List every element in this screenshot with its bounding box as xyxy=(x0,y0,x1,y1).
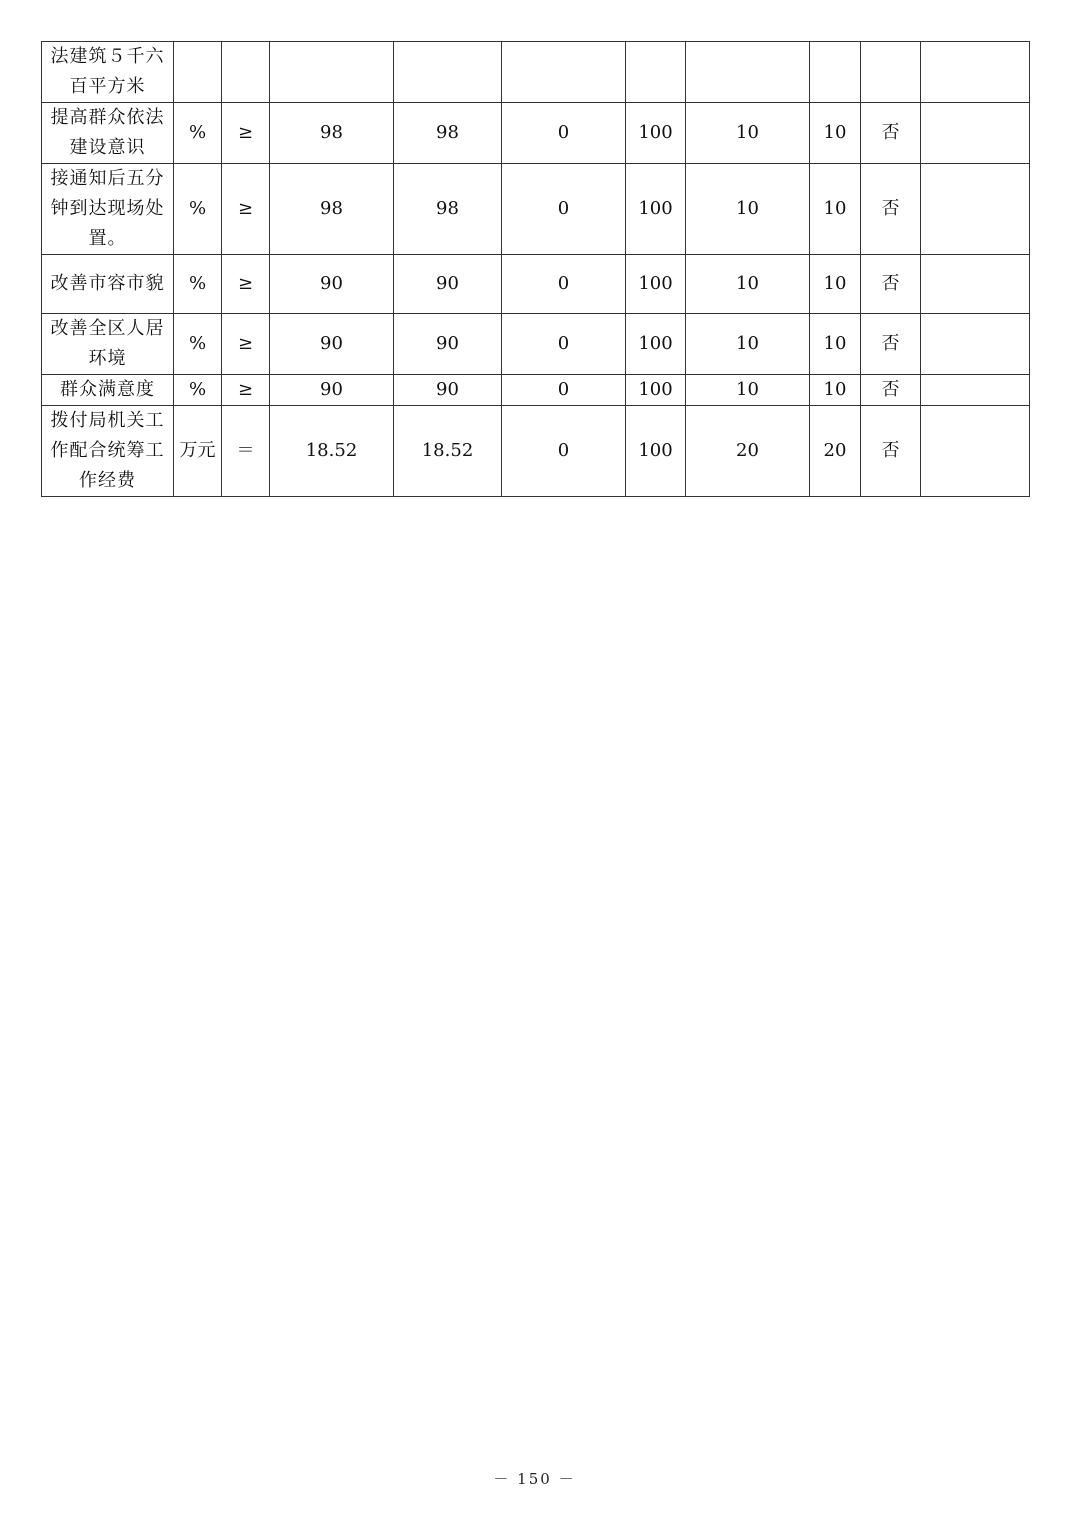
cell-unit: 万元 xyxy=(174,406,222,497)
cell-op: ≥ xyxy=(222,375,270,406)
cell-flag: 否 xyxy=(861,406,921,497)
performance-table xyxy=(41,41,1030,497)
cell-op: ＝ xyxy=(222,406,270,497)
cell-flag: 否 xyxy=(861,314,921,375)
cell-weight: 20 xyxy=(686,406,810,497)
cell-op: ≥ xyxy=(222,314,270,375)
cell-note xyxy=(921,164,1030,255)
cell-note xyxy=(921,42,1030,103)
cell-weight xyxy=(686,42,810,103)
cell-target xyxy=(270,42,394,103)
cell-unit: % xyxy=(174,164,222,255)
cell-note xyxy=(921,375,1030,406)
cell-unit: % xyxy=(174,103,222,164)
cell-weight: 10 xyxy=(686,164,810,255)
cell-op: ≥ xyxy=(222,164,270,255)
cell-unit: % xyxy=(174,375,222,406)
cell-target: 98 xyxy=(270,164,394,255)
cell-score: 10 xyxy=(810,375,861,406)
cell-weight: 10 xyxy=(686,255,810,314)
cell-rate: 100 xyxy=(626,255,686,314)
cell-name: 提高群众依法建设意识 xyxy=(42,103,174,164)
cell-note xyxy=(921,314,1030,375)
cell-rate: 100 xyxy=(626,103,686,164)
cell-target: 90 xyxy=(270,255,394,314)
table-row xyxy=(42,103,1030,164)
cell-diff: 0 xyxy=(502,406,626,497)
cell-rate: 100 xyxy=(626,406,686,497)
cell-diff: 0 xyxy=(502,375,626,406)
cell-score: 10 xyxy=(810,164,861,255)
cell-op: ≥ xyxy=(222,103,270,164)
cell-flag xyxy=(861,42,921,103)
cell-diff: 0 xyxy=(502,314,626,375)
cell-score: 10 xyxy=(810,103,861,164)
table-body xyxy=(42,42,1030,497)
cell-name: 拨付局机关工作配合统筹工作经费 xyxy=(42,406,174,497)
cell-flag: 否 xyxy=(861,375,921,406)
table-row xyxy=(42,406,1030,497)
table-row xyxy=(42,42,1030,103)
page-number: － 150 － xyxy=(493,1470,576,1488)
cell-score xyxy=(810,42,861,103)
cell-rate: 100 xyxy=(626,314,686,375)
table-row xyxy=(42,255,1030,314)
cell-actual xyxy=(394,42,502,103)
cell-target: 98 xyxy=(270,103,394,164)
table-row xyxy=(42,375,1030,406)
cell-unit xyxy=(174,42,222,103)
cell-op: ≥ xyxy=(222,255,270,314)
cell-weight: 10 xyxy=(686,314,810,375)
cell-flag: 否 xyxy=(861,103,921,164)
cell-score: 10 xyxy=(810,314,861,375)
cell-rate: 100 xyxy=(626,164,686,255)
cell-note xyxy=(921,406,1030,497)
table-row xyxy=(42,314,1030,375)
cell-score: 10 xyxy=(810,255,861,314)
cell-target: 18.52 xyxy=(270,406,394,497)
cell-note xyxy=(921,103,1030,164)
cell-actual: 98 xyxy=(394,103,502,164)
cell-name: 改善全区人居环境 xyxy=(42,314,174,375)
cell-weight: 10 xyxy=(686,375,810,406)
cell-target: 90 xyxy=(270,375,394,406)
cell-unit: % xyxy=(174,255,222,314)
cell-op xyxy=(222,42,270,103)
cell-rate xyxy=(626,42,686,103)
cell-actual: 90 xyxy=(394,314,502,375)
cell-note xyxy=(921,255,1030,314)
cell-name: 改善市容市貌 xyxy=(42,255,174,314)
cell-flag: 否 xyxy=(861,164,921,255)
cell-actual: 18.52 xyxy=(394,406,502,497)
cell-name: 法建筑５千六百平方米 xyxy=(42,42,174,103)
cell-diff xyxy=(502,42,626,103)
cell-actual: 90 xyxy=(394,375,502,406)
cell-target: 90 xyxy=(270,314,394,375)
table-row xyxy=(42,164,1030,255)
cell-name: 群众满意度 xyxy=(42,375,174,406)
cell-diff: 0 xyxy=(502,255,626,314)
cell-diff: 0 xyxy=(502,103,626,164)
cell-unit: % xyxy=(174,314,222,375)
cell-weight: 10 xyxy=(686,103,810,164)
cell-actual: 90 xyxy=(394,255,502,314)
cell-diff: 0 xyxy=(502,164,626,255)
cell-flag: 否 xyxy=(861,255,921,314)
cell-rate: 100 xyxy=(626,375,686,406)
cell-score: 20 xyxy=(810,406,861,497)
cell-actual: 98 xyxy=(394,164,502,255)
cell-name: 接通知后五分钟到达现场处置。 xyxy=(42,164,174,255)
